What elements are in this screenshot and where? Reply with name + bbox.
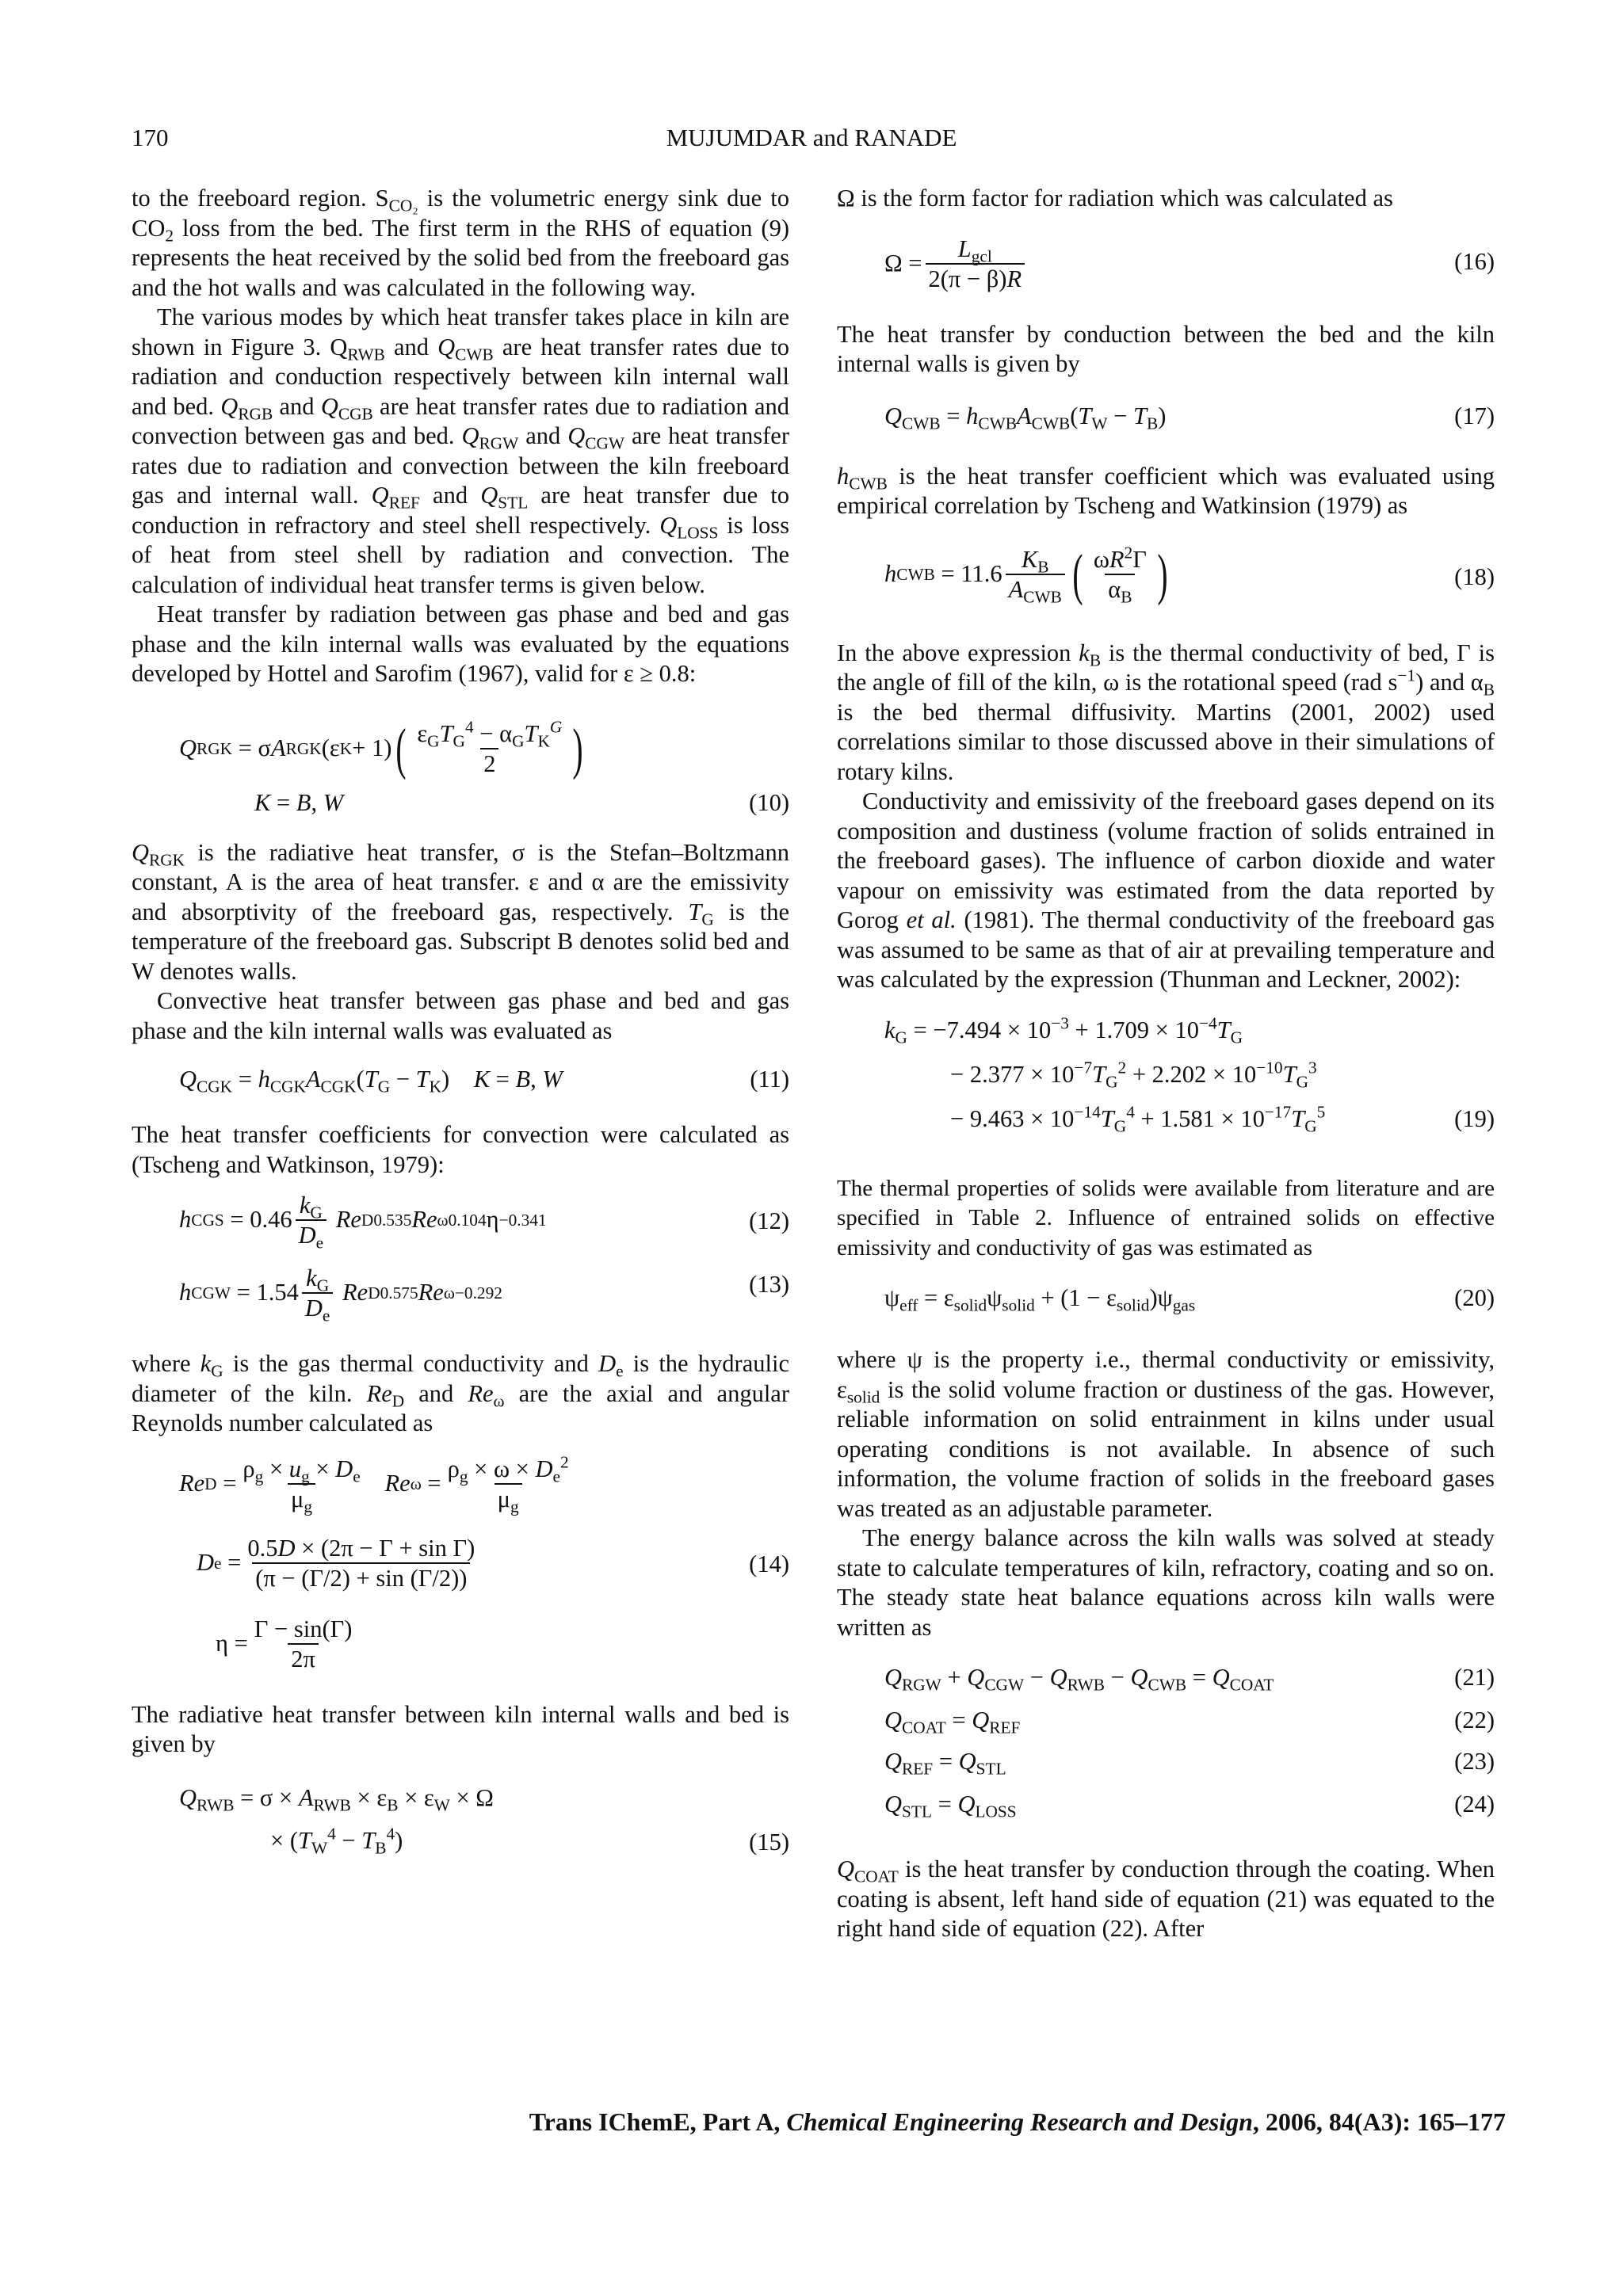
equation-19: $k_G = -7.494 \times 10^{-3} + 1.709 \times 10^{-4}T_G$ − $2.377 \times 10^{-7}T_G^2 + 2.202 \times 10^{-10}T_G^3$ − $9.463 \times 10^{-14}T_G^4 + 1.581 \times 10^{-17}T_G^5$ (19) [884, 1013, 1495, 1135]
paragraph: $h_{CWB}$ is the heat transfer coefficient which was evaluated using empirical correlation by Tscheng and Watkinsion (1979) as [837, 462, 1495, 519]
paragraph: Convective heat transfer between gas phase and bed and gas phase and the kiln internal walls was evaluated as [132, 987, 789, 1044]
equation-12: h CGS = 0.46 $\frac{k_G}{D_e}$ Re D 0.535 Re ω 0.104 η −0.341 (12) [179, 1192, 789, 1253]
left-column [132, 184, 789, 1864]
paragraph: where $k_G$ is the gas thermal conductivity and $D_e$ is the hydraulic diameter of the kiln. $Re_D$ and $Re_\omega$ are the axial and angular Reynolds number calculated as [132, 1350, 789, 1436]
equation-17: $Q_{CWB} = h_{CWB}A_{CWB}(T_W - T_B)$ (17) [884, 402, 1495, 433]
equation-20: $\psi_{eff} = \varepsilon_{solid}\psi_{solid} + (1 - \varepsilon_{solid})\psi_{gas}$ (20) [884, 1284, 1495, 1315]
paragraph: In the above expression $k_B$ is the thermal conductivity of bed, Γ is the angle of fill of the kiln, ω is the rotational speed (rad $s^{-1}$) and $\alpha_B$ is the bed thermal diffusivity. Martins (2001, 2002) used correlations similar to those discussed above in their simulations of rotary kilns. [837, 639, 1495, 785]
equation-13: h CGW = 1.54 $\frac{k_G}{D_e}$ Re D 0.575 Re ω −0.292 (13) [179, 1264, 789, 1325]
equation-16: Ω = $\frac{L_{gcl}}{2(\pi - \beta)R}$ (16) [884, 235, 1495, 292]
paragraph: The various modes by which heat transfer takes place in kiln are shown in Figure 3. $Q_{RWB}$ and $Q_{CWB}$ are heat transfer rates due to radiation and conduction respectively between kiln internal wall and bed. $Q_{RGB}$ and $Q_{CGB}$ are heat transfer rates due to radiation and convection between gas and bed. $Q_{RGW}$ and $Q_{CGW}$ are heat transfer rates due to radiation and convection between the kiln freeboard gas and internal wall. $Q_{REF}$ and $Q_{STL}$ are heat transfer due to conduction in refractory and steel shell respectively. $Q_{LOSS}$ is loss of heat from steel shell by radiation and convection. The calculation of individual heat transfer terms is given below. [132, 303, 790, 598]
equation-11: $Q_{CGK} = h_{CGK}A_{CGK}(T_G - T_K)$ K = B, W (11) [179, 1066, 789, 1097]
paragraph: Heat transfer by radiation between gas phase and bed and gas phase and the kiln internal walls was evaluated by the equations developed by Hottel and Sarofim (1967), valid for ε ≥ 0.8: [132, 601, 789, 687]
paragraph: The heat transfer coefficients for convection were calculated as (Tscheng and Watkinson, 1979): [132, 1121, 789, 1178]
paragraph: The heat transfer by conduction between the bed and the kiln internal walls is given by [837, 320, 1495, 377]
equation-14: Re D = $\frac{\rho_g \times u_g \times D_e}{\mu_g}$ Re ω = $\frac{\rho_g \times \omega \times D_e^2}{\mu_g}$ D e = $\frac{\text{0.5D × (2π − Γ + sin Γ)}}{(\pi - (\Gamma/2) + \sin (\Gamma/2))}$ (14) η = $\frac{\Gamma - \sin(\Gamma)}{2\pi}$ [179, 1451, 789, 1672]
paragraph: The energy balance across the kiln walls was solved at steady state to calculate temperatures of kiln, refractory, coating and so on. The steady state heat balance equations across kiln walls were written as [837, 1524, 1495, 1641]
right-column [837, 184, 1495, 1944]
equation-18: h CWB = 11.6 $\frac{K_B}{A_{CWB}}$ ( $\frac{\omega R^2\Gamma}{\alpha_B}$ ) (18) [884, 542, 1495, 606]
journal-footer: Trans IChemE, Part A, Chemical Engineering Research and Design, 2006, 84(A3): 165–177 [529, 2107, 1506, 2136]
paragraph: Conductivity and emissivity of the freeboard gases depend on its composition and dustiness (volume fraction of solids entrained in the freeboard gases). The influence of carbon dioxide and water vapour on emissivity was estimated from the data reported by Gorog et al. (1981). The thermal conductivity of the freeboard gas was assumed to be same as that of air at prevailing temperature and was calculated by the expression (Thunman and Leckner, 2002): [837, 788, 1495, 993]
page-number: 170 [132, 124, 169, 151]
paragraph: $Q_{COAT}$ is the heat transfer by conduction through the coating. When coating is absent, left hand side of equation (21) was equated to the right hand side of equation (22). After [837, 1855, 1495, 1942]
paragraph: $Q_{RGK}$ is the radiative heat transfer, σ is the Stefan–Boltzmann constant, A is the area of heat transfer. ε and α are the emissivity and absorptivity of the freeboard gas, respectively. $T_G$ is the temperature of the freeboard gas. Subscript B denotes solid bed and W denotes walls. [132, 838, 789, 985]
running-header: MUJUMDAR and RANADE [666, 124, 957, 151]
paragraph: Ω is the form factor for radiation which was calculated as [837, 185, 1393, 212]
equation-21-24: $Q_{RGW} + Q_{CGW} - Q_{RWB} - Q_{CWB} = Q_{COAT}$ (21) $Q_{COAT} = Q_{REF}$ (22) $Q_{REF} = Q_{STL}$ (23) $Q_{STL} = Q_{LOSS}$ (24) [884, 1664, 1495, 1821]
paragraph: to the freeboard region. $S_{CO_2}$ is the volumetric energy sink due to $CO_2$ loss from the bed. The first term in the RHS of equation (9) represents the heat received by the solid bed from the freeboard gas and the hot walls and was calculated in the following way. [132, 185, 789, 301]
equation-10: Q RGK = σ A RGK (ε K + 1) ( $\frac{\varepsilon_GT_G^4 - \alpha_GT_K^G}{2}$ ) K = B, W (10) [179, 716, 789, 816]
paragraph: The thermal properties of solids were available from literature and are specified in Table 2. Influence of entrained solids on effective emissivity and conductivity of gas was estimated as [837, 1175, 1495, 1261]
paragraph: where ψ is the property i.e., thermal conductivity or emissivity, $\varepsilon_{solid}$ is the solid volume fraction or dustiness of the gas. However, reliable information on solid entrainment in kilns under usual operating conditions is not available. In absence of such information, the volume fraction of solids in the freeboard gases was treated as an adjustable parameter. [837, 1346, 1495, 1522]
equation-15: $Q_{RWB} = \sigma \times A_{RWB} \times \varepsilon_B \times \varepsilon_W \times \Omega$ × $(T_W^4 - T_B^4)$ (15) [179, 1783, 789, 1857]
paragraph: The radiative heat transfer between kiln internal walls and bed is given by [132, 1700, 789, 1757]
